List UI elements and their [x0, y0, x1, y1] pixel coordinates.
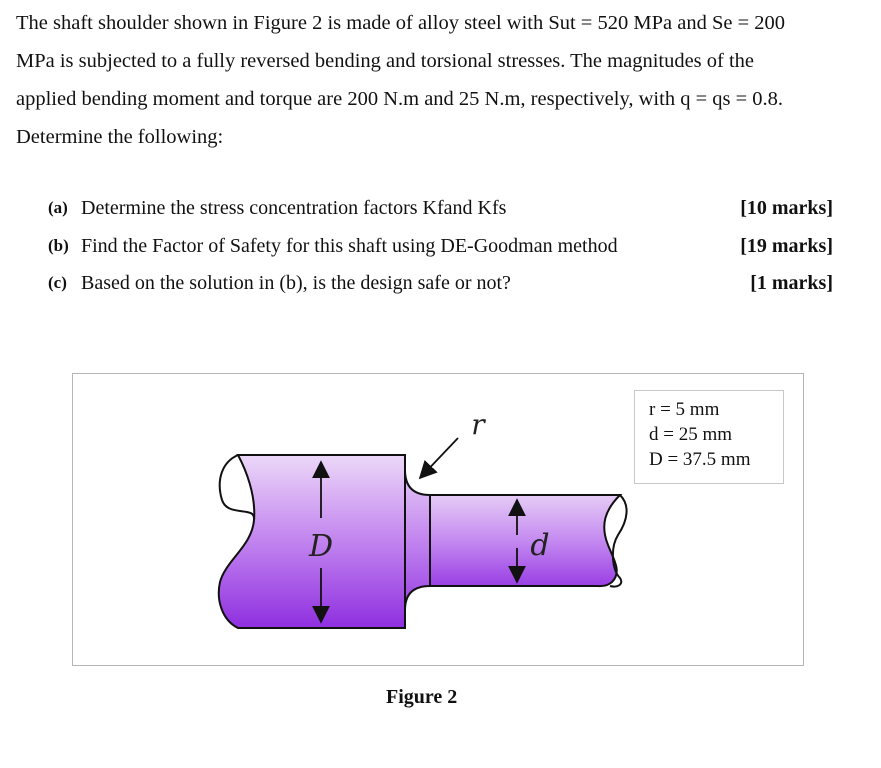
question-label: (b) — [48, 236, 69, 255]
question-marks: [19 marks] — [740, 235, 833, 257]
small-diameter-section — [418, 495, 620, 586]
question-label: (a) — [48, 198, 68, 217]
question-text: Based on the solution in (b), is the design safe or not? — [81, 272, 511, 294]
figure-caption: Figure 2 — [386, 686, 458, 708]
question-label: (c) — [48, 273, 67, 292]
legend-d: d = 25 mm — [649, 424, 733, 445]
r-leader-arrow — [420, 438, 458, 478]
d-label: d — [530, 528, 550, 563]
intro-line-4: Determine the following: — [16, 126, 224, 148]
question-marks: [10 marks] — [740, 197, 833, 219]
intro-line-1: The shaft shoulder shown in Figure 2 is made of alloy steel with Sut = 520 MPa and Se = 200 — [16, 12, 786, 34]
legend-r: r = 5 mm — [649, 399, 720, 420]
D-label: D — [308, 529, 334, 564]
legend-D: D = 37.5 mm — [649, 449, 751, 470]
r-label: r — [471, 408, 485, 441]
intro-line-2: MPa is subjected to a fully reversed bending and torsional stresses. The magnitudes of the — [16, 50, 755, 72]
question-text: Find the Factor of Safety for this shaft using DE-Goodman method — [81, 235, 618, 257]
dimension-legend — [634, 390, 784, 484]
question-marks: [1 marks] — [750, 272, 833, 294]
question-text: Determine the stress concentration factors Kfand Kfs — [81, 197, 507, 219]
intro-line-3: applied bending moment and torque are 200 N.m and 25 N.m, respectively, with q = qs = 0.8. — [16, 88, 784, 110]
